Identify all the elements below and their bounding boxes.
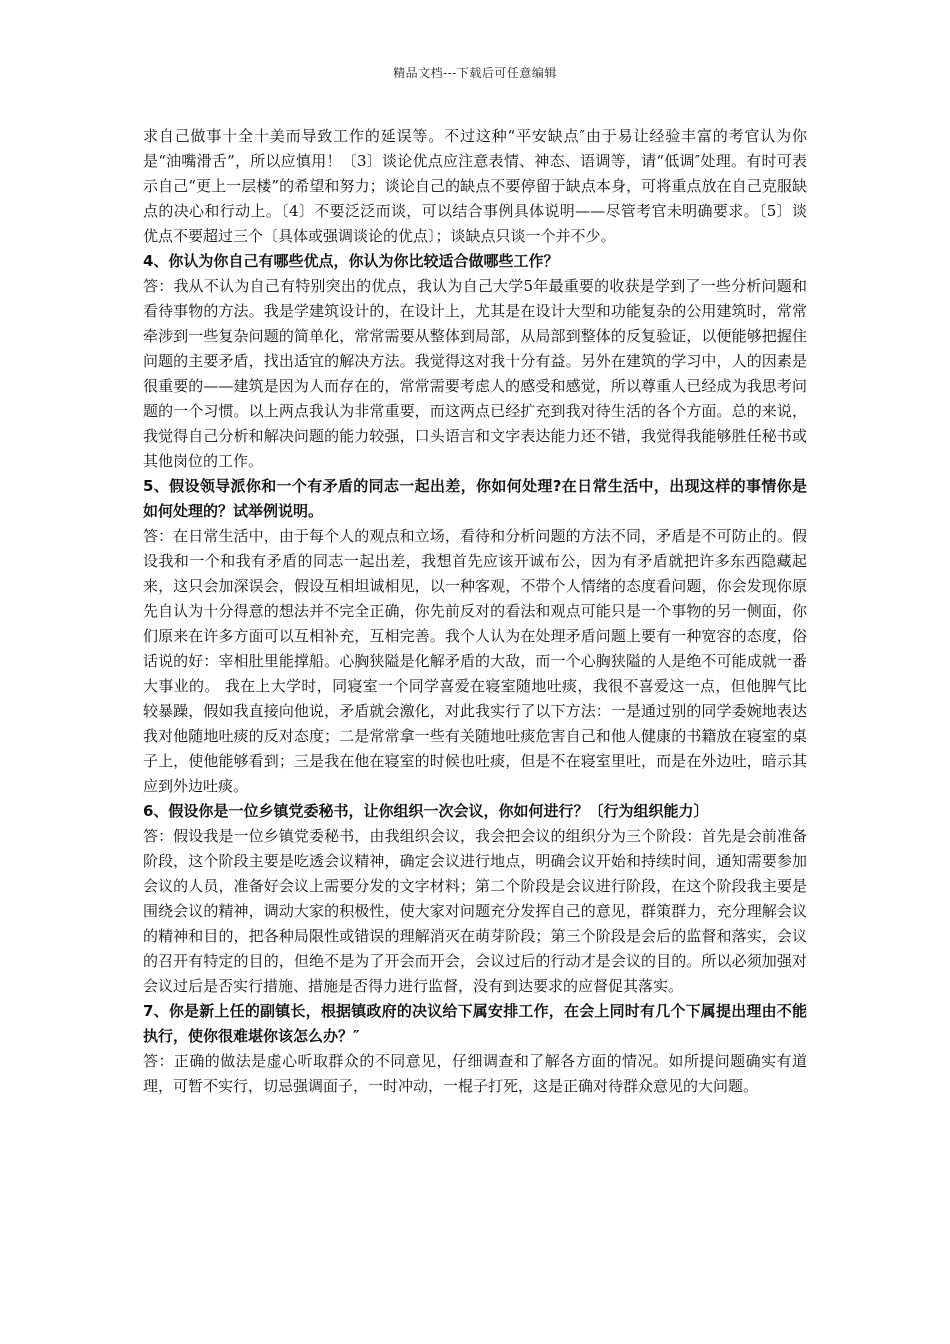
paragraph-continuation: 求自己做事十全十美而导致工作的延误等。不过这种“平安缺点″由于易让经验丰富的考官认为你是“油嘴滑舌”，所以应慎用！〔3〕谈论优点应注意表情、神态、语调等，请“低调″处理。有时可表示自己“更上一层楼”的希望和努力；谈论自己的缺点不要停留于缺点本身，可将重点放在自己克服缺点的决心和行动上。〔4〕不要泛泛而谈，可以结合事例具体说明——尽管考官未明确要求。〔5〕谈优点不要超过三个〔具体或强调谈论的优点〕；谈缺点只谈一个并不少。 (143, 127, 807, 245)
answer-paragraph-6: 答：假设我是一位乡镇党委秘书，由我组织会议，我会把会议的组织分为三个阶段：首先是会前准备阶段，这个阶段主要是吃透会议精神，确定会议进行地点，明确会议开始和持续时间，通知需要参加会议的人员，准备好会议上需要分发的文字材料；第二个阶段是会议进行阶段，在这个阶段我主要是围绕会议的精神，调动大家的积极性，使大家对问题充分发挥自己的意见，群策群力，充分理解会议的精神和目的，把各种局限性或错误的理解消灭在萌芽阶段；第三个阶段是会后的监督和落实，会议的召开有特定的目的，但绝不是为了开会而开会，会议过后的行动才是会议的目的。所以必须加强对会议过后是否实行措施、措施是否得力进行监督，没有到达要求的应督促其落实。 (143, 827, 807, 995)
page-header: 精品文档---下载后可任意编辑 (393, 66, 557, 80)
question-heading-4: 4、你认为你自己有哪些优点，你认为你比较适合做哪些工作？ (143, 252, 559, 270)
answer-paragraph-5: 答：在日常生活中，由于每个人的观点和立场，看待和分析问题的方法不同，矛盾是不可防止的。假设我和一个和我有矛盾的同志一起出差，我想首先应该开诚布公，因为有矛盾就把许多东西隐藏起来，这只会加深误会，假设互相坦诚相见，以一种客观，不带个人情绪的态度看问题，你会发现你原先自认为十分得意的想法并不完全正确，你先前反对的看法和观点可能只是一个事物的另一侧面，你们原来在许多方面可以互相补充，互相完善。我个人认为在处理矛盾问题上要有一种宽容的态度，俗话说的好：宰相肚里能撑船。心胸狭隘是化解矛盾的大敌，而一个心胸狭隘的人是绝不可能成就一番大事业的。 我在上大学时，同寝室一个同学喜爱在寝室随地吐痰，我很不喜爱这一点，但他脾气比较暴躁，假如我直接向他说，矛盾就会激化，对此我实行了以下方法：一是通过别的同学委婉地表达我对他随地吐痰的反对态度；二是常常拿一些有关随地吐痰危害自己和他人健康的书籍放在寝室的桌子上，使他能够看到；三是我在他在寝室的时候也吐痰，但是不在寝室里吐，而是在外边吐，暗示其应到外边吐痰。 (143, 527, 807, 795)
answer-paragraph-4: 答：我从不认为自己有特别突出的优点，我认为自己大学5年最重要的收获是学到了一些分析问题和看待事物的方法。我是学建筑设计的，在设计上，尤其是在设计大型和功能复杂的公用建筑时，常常牵涉到一些复杂问题的简单化，常常需要从整体到局部，从局部到整体的反复验证，以便能够把握住问题的主要矛盾，找出适宜的解决方法。我觉得这对我十分有益。另外在建筑的学习中，人的因素是很重要的——建筑是因为人而存在的，常常需要考虑人的感受和感觉，所以尊重人已经成为我思考问题的一个习惯。以上两点我认为非常重要，而这两点已经扩充到我对待生活的各个方面。总的来说，我觉得自己分析和解决问题的能力较强，口头语言和文字表达能力还不错，我觉得我能够胜任秘书或其他岗位的工作。 (143, 277, 807, 470)
question-heading-7: 7、你是新上任的副镇长，根据镇政府的决议给下属安排工作，在会上同时有几个下属提出理由不能执行，使你很难堪你该怎么办？″ (143, 1002, 807, 1045)
question-heading-5: 5、假设领导派你和一个有矛盾的同志一起出差，你如何处理?在日常生活中，出现这样的事情你是如何处理的？试举例说明。 (143, 477, 807, 520)
document-body (143, 124, 807, 1099)
question-heading-6: 6、假设你是一位乡镇党委秘书，让你组织一次会议，你如何进行？〔行为组织能力〕 (143, 802, 709, 820)
answer-paragraph-7: 答：正确的做法是虚心听取群众的不同意见，仔细调查和了解各方面的情况。如所提问题确实有道理，可暂不实行，切忌强调面子，一时冲动，一棍子打死，这是正确对待群众意见的大问题。 (143, 1052, 807, 1095)
